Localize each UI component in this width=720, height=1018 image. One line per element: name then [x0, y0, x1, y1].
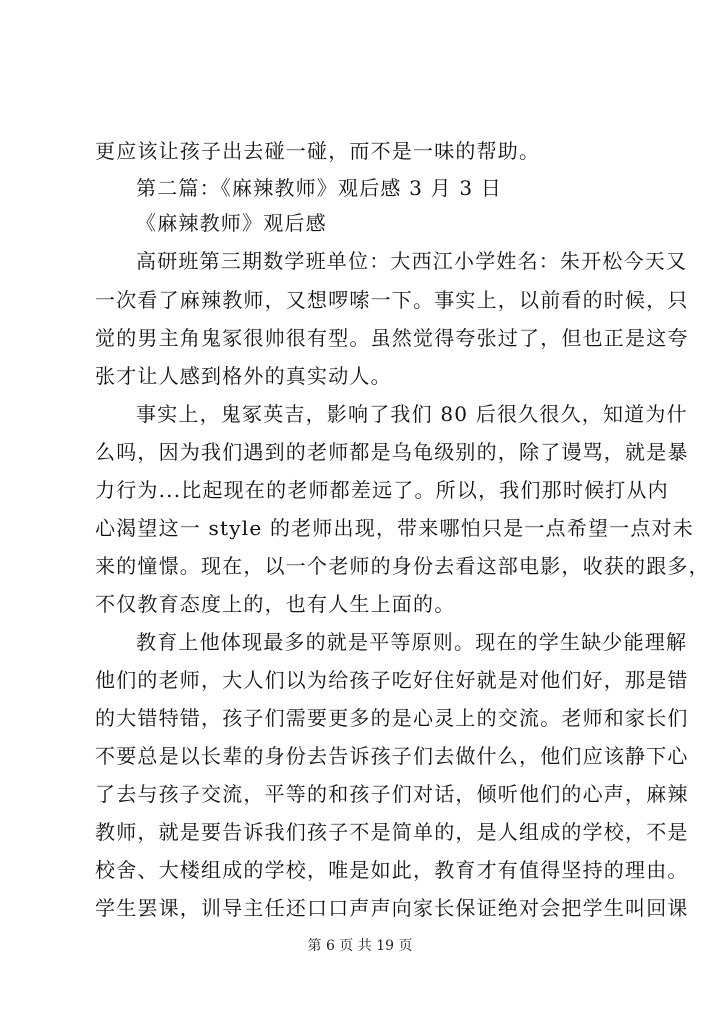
paragraph-line: 张才让人感到格外的真实动人。 — [95, 364, 392, 388]
paragraph-line: 教育上他体现最多的就是平等原则。现在的学生缺少能理解 — [136, 630, 688, 654]
paragraph-line: 了去与孩子交流，平等的和孩子们对话，倾听他们的心声，麻辣 — [95, 782, 689, 806]
paragraph-line: 不要总是以长辈的身份去告诉孩子们去做什么，他们应该静下心 — [95, 744, 689, 768]
paragraph-line: 的大错特错，孩子们需要更多的是心灵上的交流。老师和家长们 — [95, 706, 689, 730]
paragraph-line: 不仅教育态度上的，也有人生上面的。 — [95, 592, 456, 616]
paragraph-line: 心渴望这一 style 的老师出现，带来哪怕只是一点希望一点对未 — [95, 516, 694, 540]
paragraph-line: 教师，就是要告诉我们孩子不是简单的，是人组成的学校，不是 — [95, 820, 689, 844]
paragraph-line: 更应该让孩子出去碰一碰，而不是一味的帮助。 — [95, 139, 541, 163]
paragraph-line: 高研班第三期数学班单位：大西江小学姓名：朱开松今天又 — [136, 249, 688, 273]
paragraph-line: 一次看了麻辣教师，又想啰嗦一下。事实上，以前看的时候，只 — [95, 288, 689, 312]
section-title: 第二篇：《麻辣教师》观后感 3 月 3 日 — [136, 176, 503, 200]
paragraph-line: 来的憧憬。现在，以一个老师的身份去看这部电影，收获的跟多， — [95, 554, 710, 578]
paragraph-line: 他们的老师，大人们以为给孩子吃好住好就是对他们好，那是错 — [95, 668, 689, 692]
page-number-footer: 第 6 页 共 19 页 — [307, 938, 413, 954]
article-title: 《麻辣教师》观后感 — [136, 211, 327, 235]
paragraph-line: 力行为...比起现在的老师都差远了。所以，我们那时候打从内 — [95, 478, 669, 502]
paragraph-line: 校舍、大楼组成的学校，唯是如此，教育才有值得坚持的理由。 — [95, 858, 689, 882]
paragraph-line: 么吗，因为我们遇到的老师都是乌龟级别的，除了谩骂，就是暴 — [95, 440, 689, 464]
paragraph-line: 学生罢课，训导主任还口口声声向家长保证绝对会把学生叫回课 — [95, 896, 689, 920]
paragraph-line: 觉的男主角鬼冢很帅很有型。虽然觉得夸张过了，但也正是这夸 — [95, 326, 689, 350]
paragraph-line: 事实上，鬼冢英吉，影响了我们 80 后很久很久，知道为什 — [136, 402, 688, 426]
